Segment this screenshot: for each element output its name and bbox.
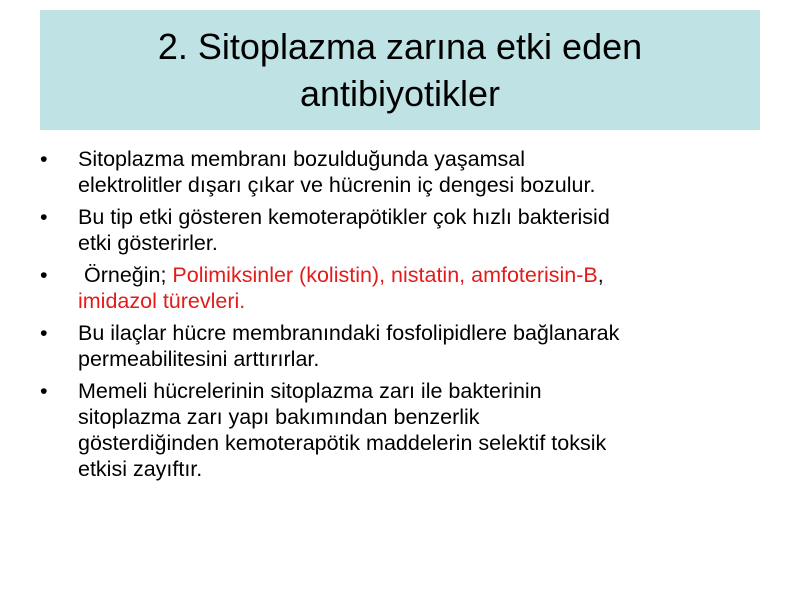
bullet-1-line-2: elektrolitler dışarı çıkar ve hücrenin iç dengesi bozulur. <box>78 173 596 197</box>
title-line-2: antibiyotikler <box>299 73 501 114</box>
bullet-5-line-2: sitoplazma zarı yapı bakımından benzerlik <box>78 405 480 429</box>
title-banner <box>40 10 760 130</box>
bullet-dot-icon: • <box>40 379 48 403</box>
bullet-item-4 <box>40 320 764 372</box>
bullet-3-line-1 <box>78 262 764 288</box>
bullet-item-2 <box>40 204 764 256</box>
bullet-dot-icon: • <box>40 205 48 229</box>
slide-title <box>40 23 760 117</box>
bullet-3-prefix: Örneğin; <box>78 263 173 287</box>
bullet-5-line-1: Memeli hücrelerinin sitoplazma zarı ile bakterinin <box>78 379 542 403</box>
title-line-1: 2. Sitoplazma zarına etki eden <box>157 26 643 67</box>
bullet-item-1 <box>40 146 764 198</box>
bullet-5-line-4: etkisi zayıftır. <box>78 457 203 481</box>
bullet-1-line-1: Sitoplazma membranı bozulduğunda yaşamsal <box>78 147 525 171</box>
bullet-item-5 <box>40 378 764 482</box>
bullet-item-3 <box>40 262 764 314</box>
bullet-3-highlight-1: Polimiksinler (kolistin), nistatin, amfoterisin-B <box>172 263 598 287</box>
bullet-4-line-2: permeabilitesini arttırırlar. <box>78 347 320 371</box>
bullet-3-comma: , <box>597 263 604 287</box>
bullet-2-line-2: etki gösterirler. <box>78 231 218 255</box>
bullet-4-line-1: Bu ilaçlar hücre membranındaki fosfolipidlere bağlanarak <box>78 321 620 345</box>
bullet-dot-icon: • <box>40 147 48 171</box>
bullet-2-line-1: Bu tip etki gösteren kemoterapötikler çok hızlı bakterisid <box>78 205 610 229</box>
bullet-list <box>40 146 764 488</box>
bullet-dot-icon: • <box>40 321 48 345</box>
bullet-3-highlight-2: imidazol türevleri. <box>78 289 246 313</box>
bullet-dot-icon: • <box>40 263 48 287</box>
bullet-5-line-3: gösterdiğinden kemoterapötik maddelerin selektif toksik <box>78 431 607 455</box>
